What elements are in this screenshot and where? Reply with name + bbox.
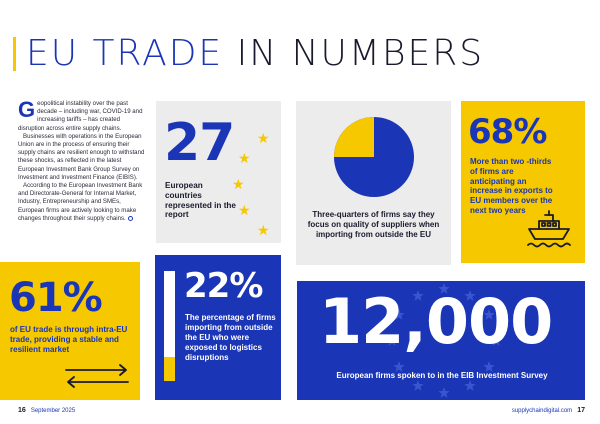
stat-card-exports <box>461 101 585 263</box>
surveyed-value: 12,000 <box>319 285 553 358</box>
end-mark-icon <box>128 216 133 221</box>
logistics-value: 22% <box>184 266 263 306</box>
title-part-2: IN NUMBERS <box>236 33 485 74</box>
stat-card-logistics <box>155 255 281 400</box>
stat-card-countries <box>156 101 281 243</box>
title-part-1: EU TRADE <box>26 33 224 74</box>
cargo-ship-icon <box>525 209 573 249</box>
star-icon: ★ <box>257 222 270 238</box>
pie-chart-icon <box>333 116 415 198</box>
left-page-number: 16 <box>18 407 26 414</box>
stat-card-survey <box>297 281 585 400</box>
intro-text <box>18 97 146 223</box>
exports-value: 68% <box>468 112 547 152</box>
stat-card-supplier-quality <box>296 101 451 265</box>
logistics-label: The percentage of firms importing from outside the EU who were exposed to logistics disruptions <box>185 313 276 362</box>
intra-trade-value: 61% <box>9 275 102 321</box>
countries-value: 27 <box>164 113 235 173</box>
issue-date: September 2025 <box>30 408 76 414</box>
page-title <box>26 32 484 76</box>
intra-trade-label: of EU trade is through intra-EU trade, providing a stable and resilient market <box>10 325 128 354</box>
eu-star-icon <box>438 387 449 398</box>
right-page-number: 17 <box>577 407 585 414</box>
countries-label: European countries represented in the report <box>165 181 236 220</box>
footer-left <box>18 407 75 414</box>
star-icon: ★ <box>257 130 270 146</box>
intro-paragraph-3: According to the European Investment Bank and Directorate-General for Internal Market, Industry, Entrepreneurship and SMEs, European firms are actively looking to make changes throughout their supply chains. <box>18 182 143 222</box>
intro-paragraph-2: Businesses with operations in the European Union are in the process of ensuring their supply chains are resilient enough to withstand these shocks, as reflected in the latest European Investment Bank Group Survey on Investment and Investment Finance (EIBIS). <box>18 132 145 181</box>
exports-label: More than two -thirds of firms are anticipating an increase in exports to EU members over the next two years <box>470 157 553 215</box>
star-icon: ★ <box>232 176 245 192</box>
footer-right <box>512 407 585 414</box>
stat-card-intra-eu-trade <box>0 262 140 400</box>
pie-minor-slice <box>334 117 374 157</box>
intro-paragraph-1: eopolitical instability over the past decade – including war, COVID-19 and increasing tariffs – has created disruption across entire supply chains. <box>18 100 143 132</box>
drop-cap: G <box>18 97 36 122</box>
star-icon: ★ <box>238 150 251 166</box>
swap-arrows-icon <box>64 364 130 388</box>
supplier-quality-label: Three-quarters of firms say they focus on quality of suppliers when importing from outside the EU <box>307 210 440 239</box>
logistics-bar-fill <box>164 357 175 381</box>
surveyed-label: European firms spoken to in the EIB Investment Survey <box>336 371 548 380</box>
site-name: supplychaindigital.com <box>511 408 573 414</box>
eu-star-icon <box>412 380 423 391</box>
title-accent-bar <box>13 37 16 71</box>
star-icon: ★ <box>238 202 251 218</box>
eu-star-icon <box>464 380 475 391</box>
